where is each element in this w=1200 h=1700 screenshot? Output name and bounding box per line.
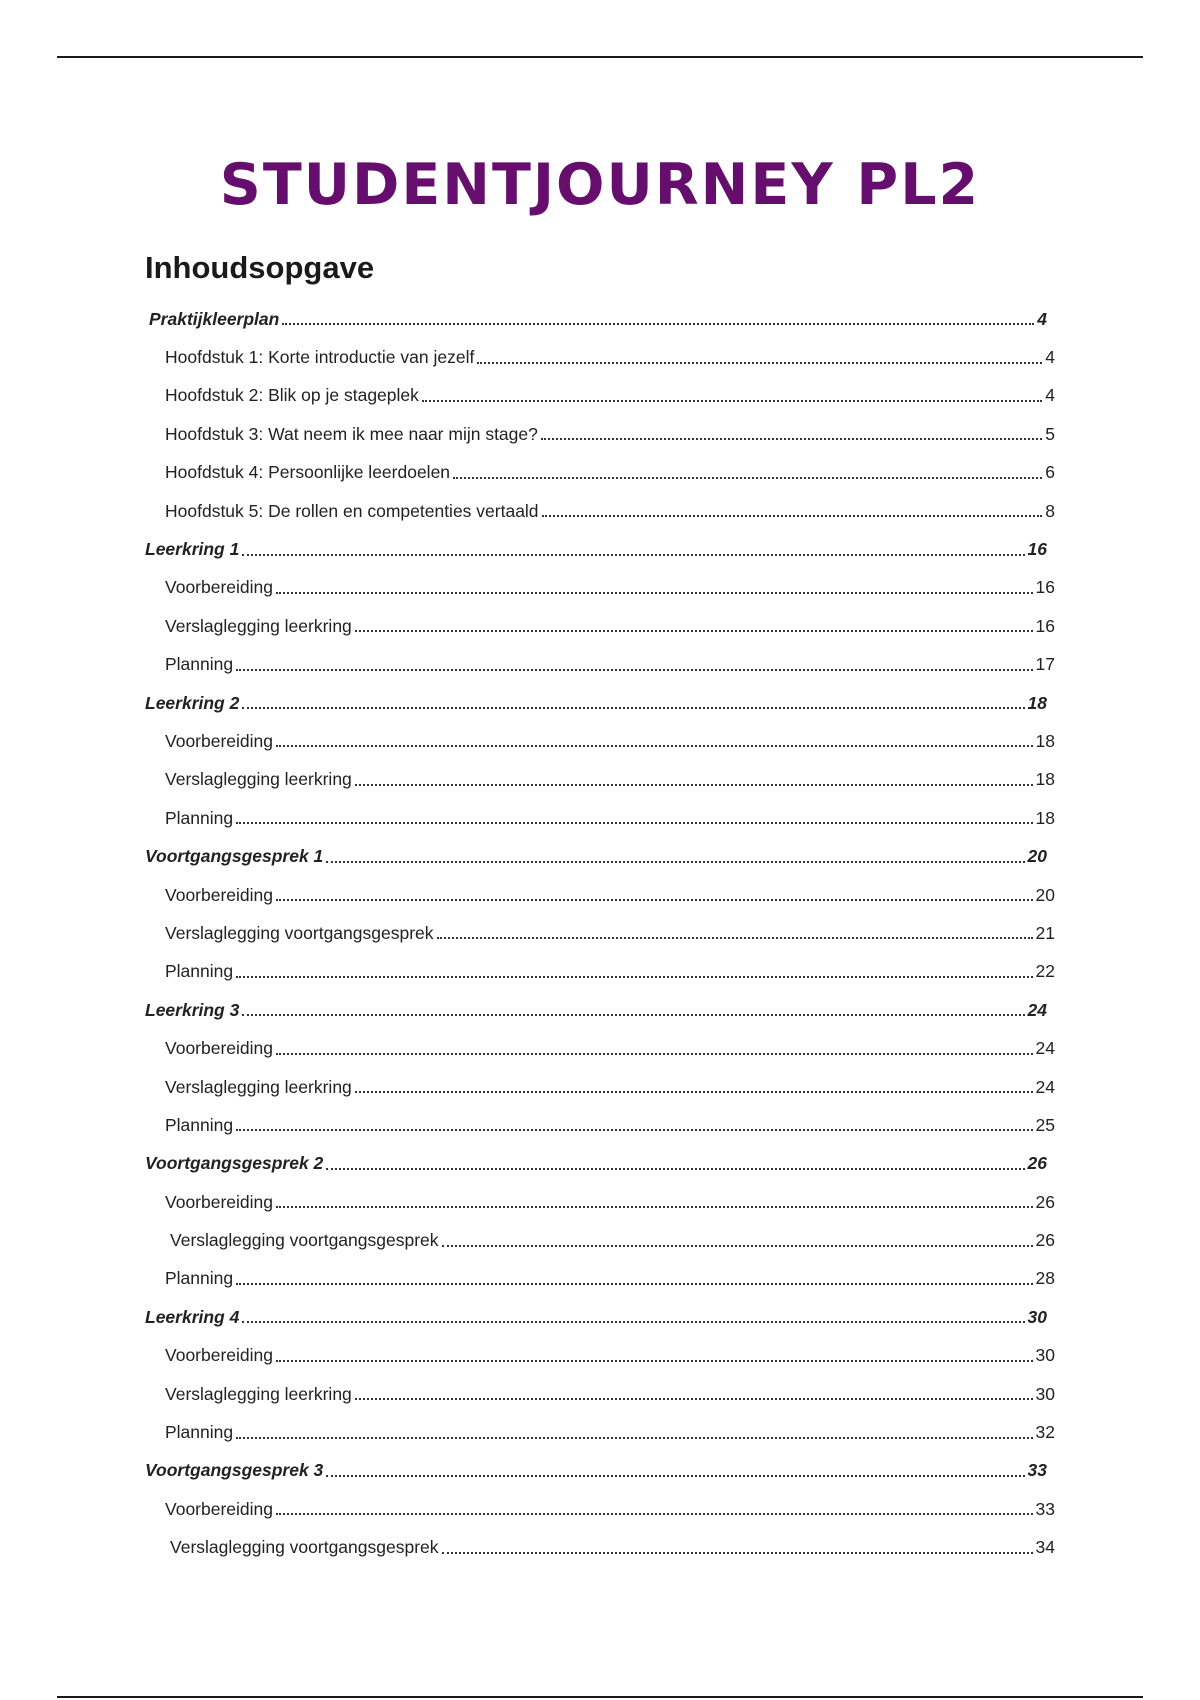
toc-page-number: 16 (1035, 577, 1055, 598)
toc-leader-dots (453, 477, 1042, 479)
toc-entry-text: Voortgangsgesprek 2 (145, 1153, 324, 1174)
toc-leader-dots (276, 745, 1033, 747)
toc-entry-text: Voorbereiding (165, 1038, 273, 1059)
toc-leader-dots (236, 1437, 1032, 1439)
toc-entry-text: Verslaglegging leerkring (165, 769, 352, 790)
toc-leader-dots (437, 937, 1033, 939)
toc-page-number: 18 (1027, 692, 1047, 713)
toc-entry[interactable] (145, 1068, 1055, 1106)
toc-leader-dots (276, 899, 1033, 901)
toc-leader-dots (355, 1091, 1033, 1093)
toc-entry[interactable] (145, 953, 1055, 991)
toc-page-number: 24 (1027, 999, 1047, 1020)
toc-entry-text: Voortgangsgesprek 3 (145, 1460, 324, 1481)
toc-leader-dots (355, 784, 1033, 786)
toc-entry[interactable] (145, 338, 1055, 376)
toc-entry-text: Verslaglegging voortgangsgesprek (170, 1230, 439, 1251)
toc-entry-text: Leerkring 4 (145, 1306, 240, 1327)
toc-leader-dots (242, 554, 1024, 556)
toc-leader-dots (242, 1014, 1024, 1016)
toc-entry-text: Voorbereiding (165, 1498, 273, 1519)
toc-entry[interactable] (145, 454, 1055, 492)
toc-page-number: 4 (1045, 385, 1055, 406)
toc-page-number: 24 (1035, 1038, 1055, 1059)
toc-entry-text: Verslaglegging leerkring (165, 615, 352, 636)
toc-leader-dots (236, 976, 1032, 978)
toc-entry-text: Hoofdstuk 4: Persoonlijke leerdoelen (165, 462, 451, 483)
toc-entry[interactable] (145, 607, 1055, 645)
toc-entry[interactable] (145, 1221, 1055, 1259)
toc-entry-voortgangsgesprek-1[interactable] (145, 837, 1055, 875)
toc-page-number: 16 (1035, 615, 1055, 636)
toc-entry-text: Leerkring 3 (145, 999, 240, 1020)
toc-entry-leerkring-4[interactable] (145, 1298, 1055, 1336)
toc-leader-dots (355, 630, 1033, 632)
toc-entry-leerkring-1[interactable] (145, 530, 1055, 568)
toc-page-number: 17 (1035, 654, 1055, 675)
toc-entry[interactable] (145, 415, 1055, 453)
toc-entry-text: Leerkring 1 (145, 539, 240, 560)
toc-leader-dots (282, 323, 1034, 325)
table-of-contents (145, 300, 1055, 1567)
toc-entry-text: Voorbereiding (165, 1345, 273, 1366)
toc-entry-text: Planning (165, 1268, 234, 1289)
toc-entry[interactable] (145, 1529, 1055, 1567)
toc-entry[interactable] (145, 1029, 1055, 1067)
toc-leader-dots (326, 1475, 1024, 1477)
toc-leader-dots (355, 1398, 1033, 1400)
toc-page-number: 33 (1027, 1460, 1047, 1481)
toc-page-number: 6 (1045, 462, 1055, 483)
toc-entry-text: Planning (165, 807, 234, 828)
toc-entry[interactable] (145, 761, 1055, 799)
toc-entry-text: Voorbereiding (165, 884, 273, 905)
toc-leader-dots (276, 1513, 1033, 1515)
toc-page-number: 21 (1035, 922, 1055, 943)
toc-entry[interactable] (145, 646, 1055, 684)
toc-leader-dots (236, 1283, 1032, 1285)
toc-entry-text: Hoofdstuk 5: De rollen en competenties vertaald (165, 500, 539, 521)
toc-page-number: 26 (1035, 1230, 1055, 1251)
toc-leader-dots (242, 707, 1024, 709)
document-title: STUDENTJOURNEY PL2 (219, 152, 981, 218)
toc-entry[interactable] (145, 914, 1055, 952)
toc-leader-dots (541, 438, 1042, 440)
toc-heading: Inhoudsopgave (145, 250, 375, 285)
toc-entry-voortgangsgesprek-2[interactable] (145, 1145, 1055, 1183)
toc-entry-leerkring-3[interactable] (145, 991, 1055, 1029)
toc-page-number: 4 (1037, 308, 1047, 329)
toc-leader-dots (236, 1129, 1032, 1131)
toc-leader-dots (276, 1206, 1033, 1208)
toc-leader-dots (442, 1552, 1033, 1554)
toc-entry-text: Praktijkleerplan (149, 308, 280, 329)
toc-entry[interactable] (145, 1490, 1055, 1528)
toc-leader-dots (276, 1360, 1033, 1362)
toc-leader-dots (242, 1321, 1024, 1323)
toc-entry-text: Voorbereiding (165, 730, 273, 751)
toc-entry-text: Verslaglegging voortgangsgesprek (165, 922, 434, 943)
toc-page-number: 20 (1035, 884, 1055, 905)
toc-page-number: 30 (1035, 1383, 1055, 1404)
toc-leader-dots (236, 669, 1032, 671)
toc-entry-text: Voortgangsgesprek 1 (145, 846, 324, 867)
toc-page-number: 30 (1035, 1345, 1055, 1366)
toc-entry-text: Planning (165, 654, 234, 675)
toc-page-number: 22 (1035, 961, 1055, 982)
toc-entry[interactable] (145, 722, 1055, 760)
toc-entry-text: Hoofdstuk 3: Wat neem ik mee naar mijn stage? (165, 423, 538, 444)
toc-page-number: 25 (1035, 1114, 1055, 1135)
toc-leader-dots (276, 1053, 1033, 1055)
toc-page-number: 8 (1045, 500, 1055, 521)
toc-entry-text: Voorbereiding (165, 577, 273, 598)
toc-entry[interactable] (145, 1106, 1055, 1144)
toc-entry[interactable] (145, 799, 1055, 837)
toc-page-number: 33 (1035, 1498, 1055, 1519)
toc-page-number: 32 (1035, 1422, 1055, 1443)
toc-entry-voortgangsgesprek-3[interactable] (145, 1452, 1055, 1490)
toc-page-number: 5 (1045, 423, 1055, 444)
toc-leader-dots (442, 1245, 1033, 1247)
toc-entry-text: Voorbereiding (165, 1191, 273, 1212)
toc-page-number: 34 (1035, 1537, 1055, 1558)
toc-leader-dots (326, 861, 1024, 863)
toc-page-number: 20 (1027, 846, 1047, 867)
toc-entry-text: Planning (165, 1114, 234, 1135)
header-rule (57, 56, 1143, 58)
toc-entry-text: Planning (165, 961, 234, 982)
toc-entry-leerkring-2[interactable] (145, 684, 1055, 722)
toc-entry[interactable] (145, 1260, 1055, 1298)
toc-entry-text: Leerkring 2 (145, 692, 240, 713)
toc-entry-text: Hoofdstuk 1: Korte introductie van jezelf (165, 347, 475, 368)
toc-page-number: 18 (1035, 807, 1055, 828)
toc-entry-text: Planning (165, 1422, 234, 1443)
toc-page-number: 18 (1035, 769, 1055, 790)
toc-leader-dots (276, 592, 1033, 594)
toc-leader-dots (422, 400, 1042, 402)
toc-page-number: 26 (1035, 1191, 1055, 1212)
footer-rule (57, 1696, 1143, 1698)
toc-entry[interactable] (145, 1413, 1055, 1451)
toc-page-number: 16 (1027, 539, 1047, 560)
toc-entry[interactable] (145, 1375, 1055, 1413)
toc-entry-text: Hoofdstuk 2: Blik op je stageplek (165, 385, 419, 406)
toc-entry[interactable] (145, 1337, 1055, 1375)
toc-page-number: 30 (1027, 1306, 1047, 1327)
toc-leader-dots (477, 362, 1042, 364)
toc-page-number: 24 (1035, 1076, 1055, 1097)
toc-entry[interactable] (145, 377, 1055, 415)
toc-entry[interactable] (145, 569, 1055, 607)
toc-entry-text: Verslaglegging leerkring (165, 1383, 352, 1404)
toc-entry[interactable] (145, 1183, 1055, 1221)
toc-entry-praktijkleerplan[interactable] (145, 300, 1055, 338)
toc-leader-dots (542, 515, 1043, 517)
toc-entry-text: Verslaglegging voortgangsgesprek (170, 1537, 439, 1558)
toc-leader-dots (326, 1168, 1024, 1170)
toc-page-number: 28 (1035, 1268, 1055, 1289)
toc-page-number: 18 (1035, 730, 1055, 751)
toc-page-number: 4 (1045, 347, 1055, 368)
toc-entry[interactable] (145, 876, 1055, 914)
toc-entry[interactable] (145, 492, 1055, 530)
toc-page-number: 26 (1027, 1153, 1047, 1174)
toc-entry-text: Verslaglegging leerkring (165, 1076, 352, 1097)
toc-leader-dots (236, 822, 1032, 824)
